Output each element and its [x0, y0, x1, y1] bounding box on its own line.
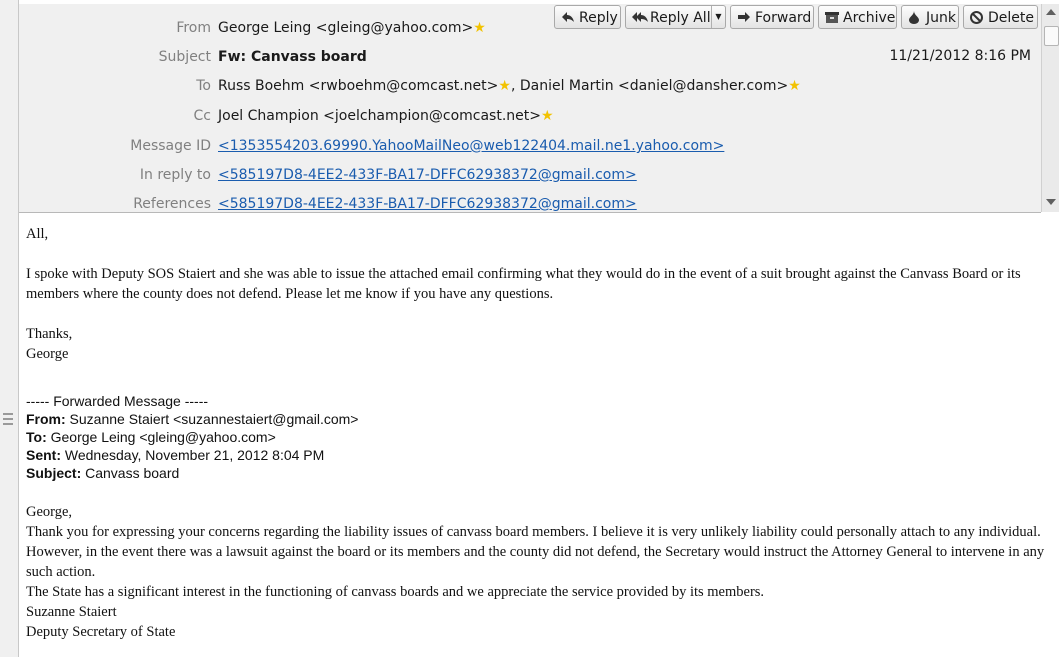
splitter-grip-icon[interactable] [3, 410, 13, 430]
message-date: 11/21/2012 8:16 PM [889, 48, 1031, 64]
delete-label: Delete [988, 10, 1034, 26]
cc-label: Cc [193, 108, 211, 124]
forwarded-from-label: From: [26, 411, 66, 427]
left-splitter[interactable] [0, 0, 19, 657]
forwarded-from-value: Suzanne Staiert <suzannestaiert@gmail.com> [65, 411, 359, 427]
header-scrollbar[interactable] [1041, 4, 1059, 212]
references-row [19, 194, 1041, 214]
reply-all-icon [632, 11, 648, 23]
scrollbar-thumb[interactable] [1044, 26, 1059, 46]
to-separator: , [510, 78, 520, 94]
cc-row [19, 106, 1041, 126]
forward-button[interactable] [730, 5, 814, 29]
forwarded-signature-title: Deputy Secretary of State [26, 624, 176, 640]
archive-label: Archive [843, 10, 896, 26]
to-row [19, 76, 1041, 96]
signature: George [26, 346, 69, 362]
subject-value: Fw: Canvass board [218, 49, 367, 65]
reply-all-label: Reply All [650, 10, 711, 26]
cc-value [218, 106, 554, 126]
references-label: References [133, 196, 211, 212]
subject-label: Subject [158, 49, 211, 65]
closing: Thanks, [26, 326, 73, 342]
forwarded-subject-value: Canvass board [81, 465, 180, 481]
star-icon[interactable]: ★ [473, 20, 486, 36]
from-address[interactable]: George Leing <gleing@yahoo.com> [218, 20, 474, 36]
to-label: To [196, 78, 211, 94]
junk-label: Junk [926, 10, 956, 26]
forwarded-marker: ----- Forwarded Message ----- [26, 393, 209, 409]
forwarded-subject [26, 464, 1056, 482]
subject-row [19, 47, 1041, 67]
greeting: All, [26, 226, 49, 242]
message-id-row [19, 136, 1041, 156]
in-reply-to-row [19, 165, 1041, 185]
delete-icon [970, 11, 983, 24]
forwarded-subject-label: Subject: [26, 465, 82, 481]
forwarded-sent-value: Wednesday, November 21, 2012 8:04 PM [61, 447, 325, 463]
star-icon[interactable]: ★ [540, 108, 554, 124]
message-header [19, 4, 1041, 213]
forwarded-paragraph: Thank you for expressing your concerns regarding the liability issues of canvass board members. I believe it is very unlikely liability could personally attach to any individual. However, in the event there was a lawsuit against the board or its members and the county did not defend, the Secretary would instruct the Attorney General to intervene in any such action. [26, 524, 1045, 580]
forwarded-sent [26, 446, 1056, 464]
scroll-down-icon[interactable] [1046, 199, 1056, 205]
archive-icon [825, 11, 839, 23]
in-reply-to-label: In reply to [139, 167, 211, 183]
from-value[interactable] [218, 18, 486, 38]
message-body [26, 224, 1056, 642]
reply-all-button[interactable] [625, 5, 726, 29]
to-recipient-1[interactable]: Russ Boehm <rwboehm@comcast.net> [218, 78, 499, 94]
forwarded-signature-name: Suzanne Staiert [26, 604, 117, 620]
delete-button[interactable] [963, 5, 1038, 29]
forwarded-to-value: George Leing <gleing@yahoo.com> [46, 429, 276, 445]
archive-button[interactable] [818, 5, 897, 29]
junk-icon [908, 11, 920, 24]
forwarded-sent-label: Sent: [26, 447, 61, 463]
forwarded-paragraph: The State has a significant interest in the functioning of canvass boards and we appreciate the service provided by its members. [26, 584, 765, 600]
to-recipient-2[interactable]: Daniel Martin <daniel@dansher.com> [519, 78, 789, 94]
from-label: From [176, 20, 211, 36]
in-reply-to-link[interactable]: <585197D8-4EE2-433F-BA17-DFFC62938372@gmail.com> [218, 167, 637, 183]
to-value [218, 76, 801, 96]
star-icon[interactable]: ★ [498, 78, 511, 94]
cc-recipient[interactable]: Joel Champion <joelchampion@comcast.net> [218, 108, 541, 124]
forwarded-from [26, 410, 1056, 428]
message-id-link[interactable]: <1353554203.69990.YahooMailNeo@web122404.mail.ne1.yahoo.com> [218, 138, 725, 154]
junk-button[interactable] [901, 5, 959, 29]
references-link[interactable]: <585197D8-4EE2-433F-BA17-DFFC62938372@gmail.com> [218, 196, 637, 212]
scroll-up-icon[interactable] [1046, 9, 1056, 15]
chevron-down-icon[interactable]: ▼ [711, 6, 725, 28]
forward-icon [737, 11, 751, 23]
reply-button[interactable] [554, 5, 621, 29]
message-id-label: Message ID [130, 138, 211, 154]
forwarded-to [26, 428, 1056, 446]
forwarded-to-label: To: [26, 429, 47, 445]
star-icon[interactable]: ★ [788, 78, 801, 94]
forwarded-greeting: George, [26, 504, 73, 520]
reply-icon [561, 11, 575, 23]
body-paragraph: I spoke with Deputy SOS Staiert and she was able to issue the attached email confirming what they would do in the event of a suit brought against the Canvass Board or its members where the county does not defend. Please let me know if you have any questions. [26, 266, 1021, 302]
reply-label: Reply [579, 10, 618, 26]
forward-label: Forward [755, 10, 812, 26]
forwarded-header [26, 392, 1056, 482]
